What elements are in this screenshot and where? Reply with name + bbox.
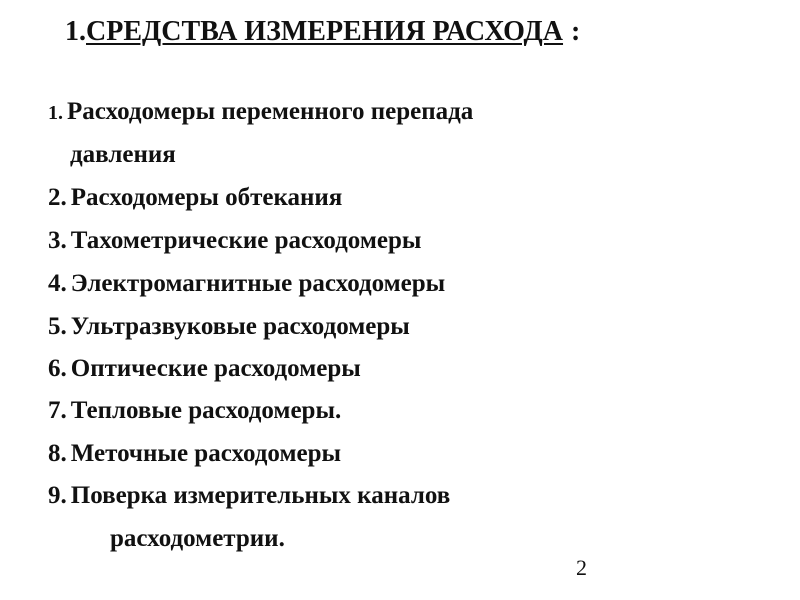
item-number: 5. <box>48 313 67 340</box>
title-number: 1. <box>65 16 86 47</box>
list-item-1 <box>48 97 473 128</box>
item-number: 6. <box>48 355 67 382</box>
item-text: Расходомеры переменного перепада <box>67 98 474 125</box>
item-number: 1. <box>48 102 63 124</box>
item-text: Тепловые расходомеры. <box>70 397 342 424</box>
item-text: Оптические расходомеры <box>70 355 361 382</box>
list-item-2 <box>48 183 342 213</box>
item-text: Электромагнитные расходомеры <box>70 270 446 297</box>
item-number: 3. <box>48 227 67 254</box>
list-item-8 <box>48 439 341 469</box>
list-item-9-continuation: расходометрии. <box>110 525 285 552</box>
page-number: 2 <box>576 555 587 580</box>
item-number: 9. <box>48 482 67 509</box>
list-item-1-continuation: давления <box>70 141 176 168</box>
item-number: 4. <box>48 270 67 297</box>
title-colon: : <box>571 16 581 47</box>
list-item-5 <box>48 312 410 342</box>
item-text: Расходомеры обтекания <box>70 184 343 211</box>
item-number: 7. <box>48 397 67 424</box>
item-text: Меточные расходомеры <box>70 440 342 467</box>
item-text: Тахометрические расходомеры <box>70 227 422 254</box>
list-item-3 <box>48 226 421 256</box>
title-text: СРЕДСТВА ИЗМЕРЕНИЯ РАСХОДА <box>86 16 564 47</box>
list-item-4 <box>48 269 445 299</box>
list-item-7 <box>48 396 341 426</box>
list-item-9 <box>48 481 450 511</box>
item-text: Поверка измерительных каналов <box>70 482 451 509</box>
item-text: Ультразвуковые расходомеры <box>70 313 410 340</box>
list-item-6 <box>48 354 361 384</box>
item-number: 2. <box>48 184 67 211</box>
item-number: 8. <box>48 440 67 467</box>
